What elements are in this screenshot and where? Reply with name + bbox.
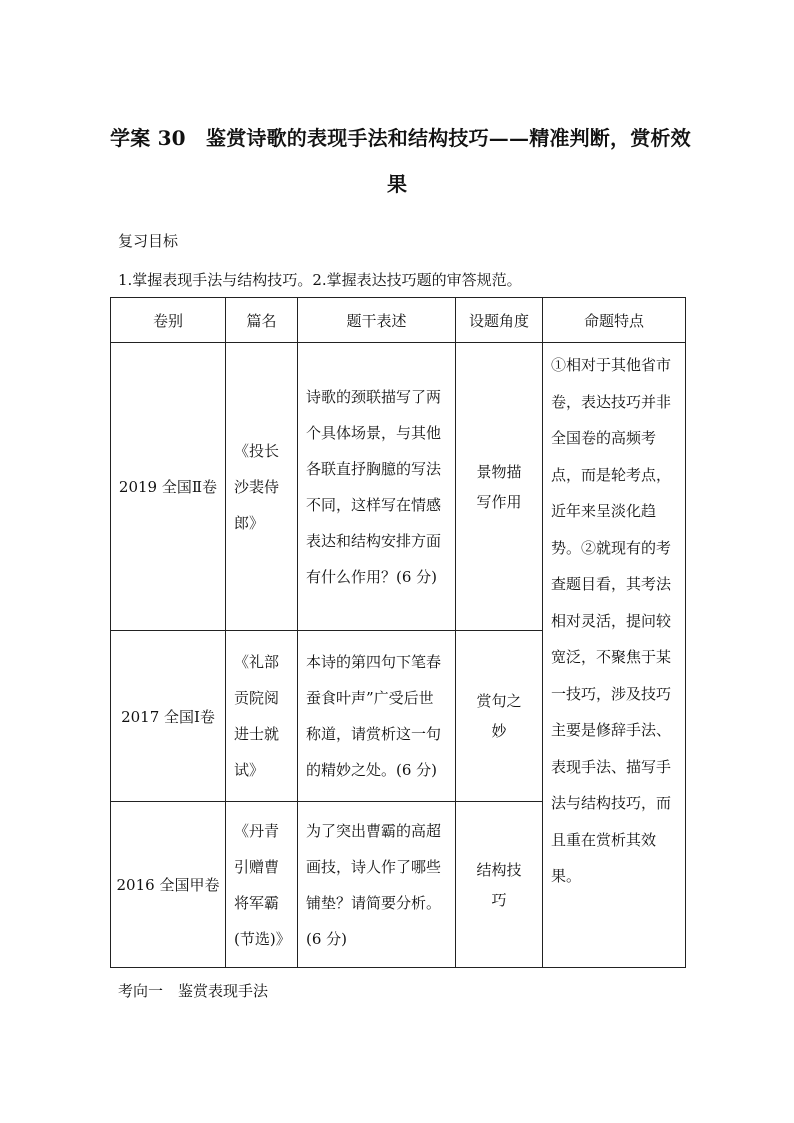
exam-analysis-table bbox=[110, 297, 686, 968]
features-text: ①相对于其他省市卷，表达技巧并非全国卷的高频考点，而是轮考点，近年来呈淡化趋势。②就现有的考查题目看，其考法相对灵活，提问较宽泛，不聚焦于某一技巧，涉及技巧主要是修辞手法、表现手法、描写手法与结构技巧，而且重在赏析其效果。 bbox=[551, 356, 672, 885]
poem-cell bbox=[226, 631, 298, 802]
header-exam: 卷别 bbox=[111, 298, 226, 343]
exam-name: 2016 全国甲卷 bbox=[116, 876, 220, 894]
angle-cell bbox=[456, 631, 543, 802]
header-angle: 设题角度 bbox=[456, 298, 543, 343]
exam-name: 2017 全国Ⅰ卷 bbox=[121, 707, 215, 726]
review-goals-text: 1.掌握表现手法与结构技巧。2.掌握表达技巧题的审答规范。 bbox=[118, 271, 522, 289]
table-header-row bbox=[111, 298, 686, 343]
exam-cell bbox=[111, 631, 226, 802]
features-cell bbox=[543, 343, 686, 968]
review-goals-heading: 复习目标 bbox=[118, 232, 179, 250]
question-text: 诗歌的颈联描写了两个具体场景，与其他各联直抒胸臆的写法不同，这样写在情感表达和结构安排方面有什么作用？(6 分) bbox=[306, 387, 442, 586]
angle-cell bbox=[456, 343, 543, 631]
table-row bbox=[111, 343, 686, 631]
question-text: 为了突出曹霸的高超画技，诗人作了哪些铺垫？请简要分析。(6 分) bbox=[306, 821, 442, 948]
poem-title: 《投长沙裴侍郎》 bbox=[234, 441, 280, 532]
exam-name: 2019 全国Ⅱ卷 bbox=[118, 478, 218, 496]
document-title: 学案 30 鉴赏诗歌的表现手法和结构技巧——精准判断，赏析效 bbox=[110, 126, 691, 150]
angle-cell bbox=[456, 802, 543, 968]
poem-title: 《丹青引赠曹将军霸(节选)》 bbox=[234, 821, 291, 948]
exam-cell bbox=[111, 802, 226, 968]
question-cell bbox=[298, 631, 456, 802]
question-cell bbox=[298, 802, 456, 968]
header-features: 命题特点 bbox=[543, 298, 686, 343]
header-poem: 篇名 bbox=[226, 298, 298, 343]
angle-text: 赏句之妙 bbox=[476, 692, 522, 740]
poem-cell bbox=[226, 343, 298, 631]
poem-cell bbox=[226, 802, 298, 968]
section-heading-direction-one: 考向一 鉴赏表现手法 bbox=[118, 982, 269, 1000]
angle-text: 景物描写作用 bbox=[476, 462, 522, 511]
poem-title: 《礼部贡院阅进士就试》 bbox=[234, 653, 280, 779]
exam-cell bbox=[111, 343, 226, 631]
question-cell bbox=[298, 343, 456, 631]
angle-text: 结构技巧 bbox=[476, 860, 522, 909]
question-text: 本诗的第四句下笔春蚕食叶声”广受后世称道，请赏析这一句的精妙之处。(6 分) bbox=[306, 653, 442, 779]
document-title-continuation: 果 bbox=[387, 172, 407, 196]
header-question: 题干表述 bbox=[298, 298, 456, 343]
